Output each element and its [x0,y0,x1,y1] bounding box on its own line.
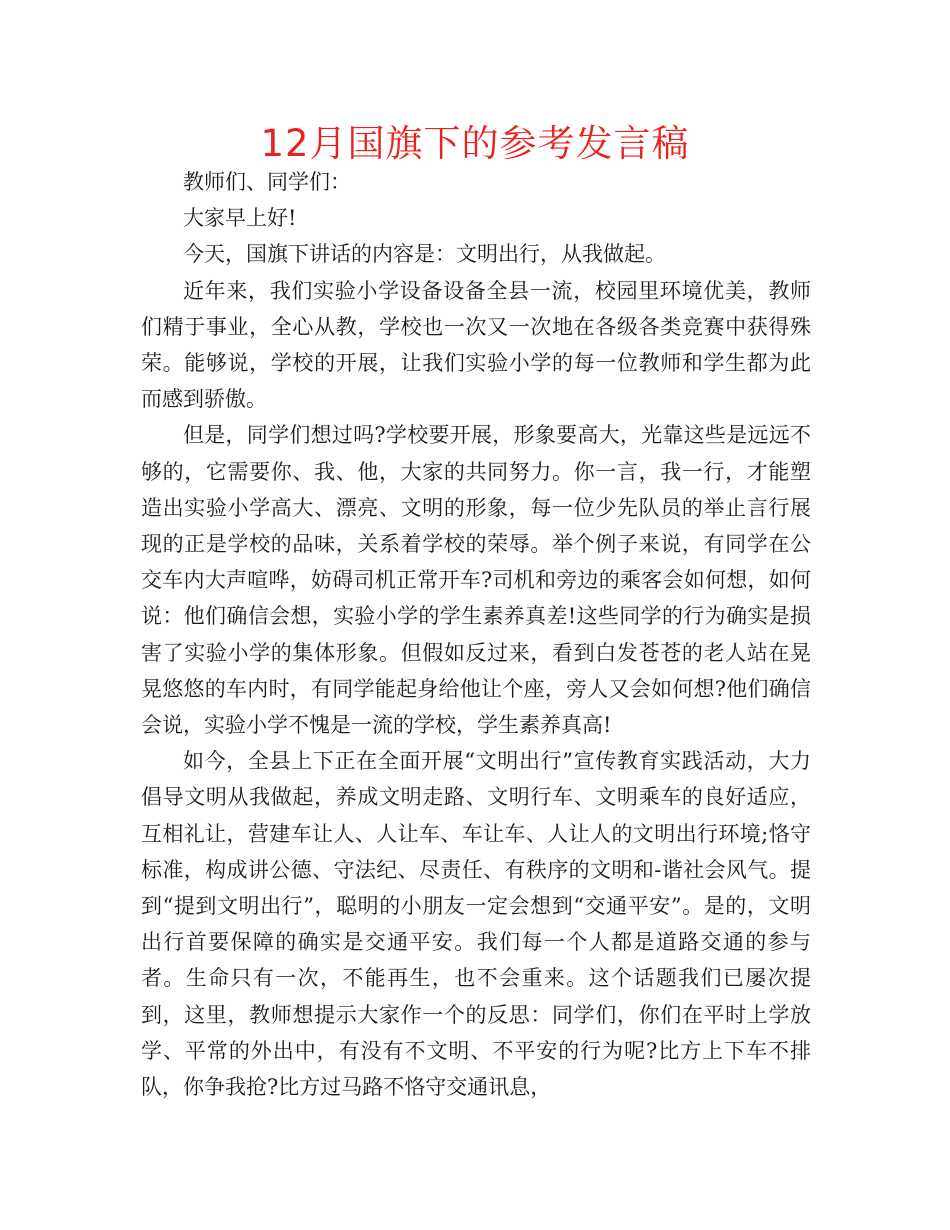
paragraph-morning: 大家早上好! [183,206,297,231]
paragraph-school-achievements: 近年来，我们实验小学设备设备全县一流，校园里环境优美，教师们精于事业，全心从教，学校也一次又一次地在各级各类竞赛中获得殊荣。能够说，学校的开展，让我们实验小学的每一位教师和学生都为此而感到骄傲。 [141,278,811,412]
paragraph-topic: 今天，国旗下讲话的内容是：文明出行，从我做起。 [183,242,666,267]
document-title: 12月国旗下的参考发言稿 [260,122,690,165]
paragraph-greeting: 教师们、同学们： [183,170,351,194]
paragraph-school-image: 但是，同学们想过吗?学校要开展，形象要高大，光靠这些是远远不够的，它需要你、我、他，大家的共同努力。你一言，我一行，才能塑造出实验小学高大、漂亮、文明的形象，每一位少先队员的举止言行展现的正是学校的品味，关系着学校的荣辱。举个例子来说，有同学在公交车内大声喧哗，妨碍司机正常开车?司机和旁边的乘客会如何想，如何说：他们确信会想，实验小学的学生素养真差!这些同学的行为确实是损害了实验小学的集体形象。但假如反过来，看到白发苍苍的老人站在晃晃悠悠的车内时，有同学能起身给他让个座，旁人又会如何想?他们确信会说，实验小学不愧是一流的学校，学生素养真高! [141,423,811,738]
paragraph-civilized-travel: 如今，全县上下正在全面开展“文明出行”宣传教育实践活动，大力倡导文明从我做起，养成文明走路、文明行车、文明乘车的良好适应，互相礼让，营建车让人、人让车、车让车、人让人的文明出行环境;恪守标准，构成讲公德、守法纪、尽责任、有秩序的文明和-谐社会风气。提到“提到文明出行”，聪明的小朋友一定会想到“交通平安”。是的，文明出行首要保障的确实是交通平安。我们每一个人都是道路交通的参与者。生命只有一次，不能再生，也不会重来。这个话题我们已屡次提到，这里，教师想提示大家作一个的反思：同学们，你们在平时上学放学、平常的外出中，有没有不文明、不平安的行为呢?比方上下车不排队，你争我抢?比方过马路不恪守交通讯息， [141,749,811,1100]
document-body [141,164,811,1105]
